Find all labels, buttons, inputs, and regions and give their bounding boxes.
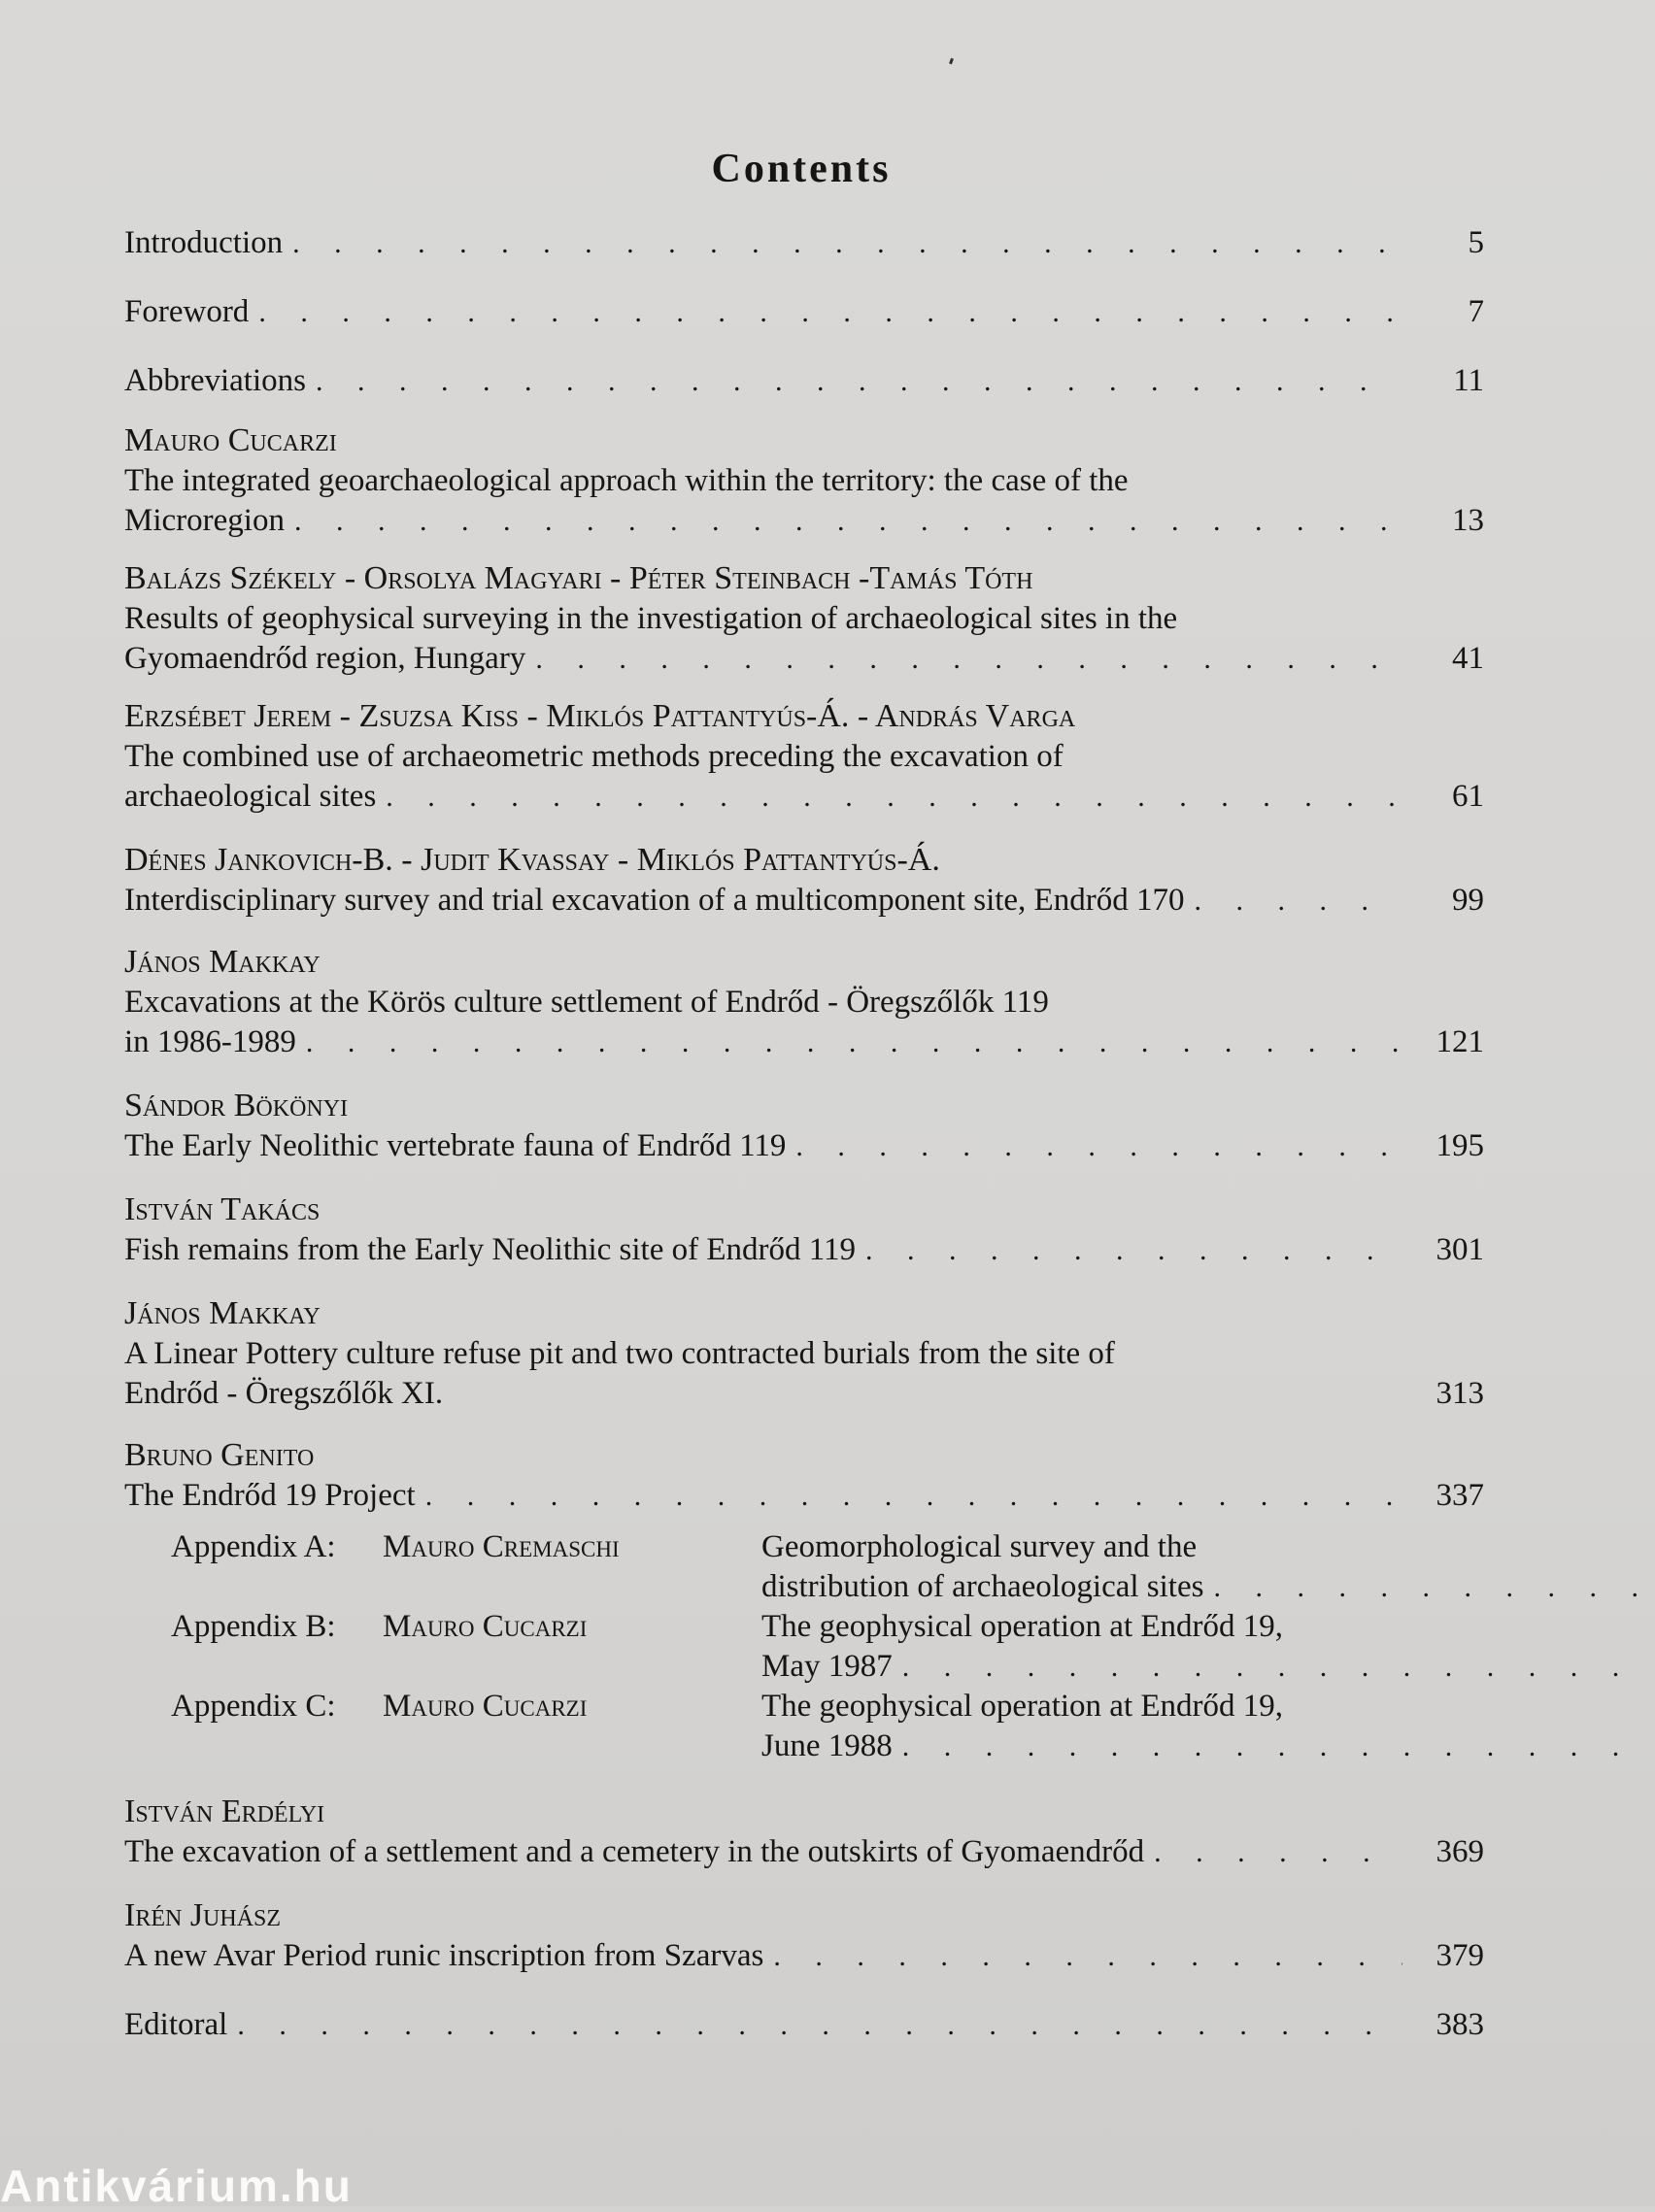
leader-dots xyxy=(425,1476,1402,1516)
leader-dots xyxy=(1213,1567,1655,1607)
leader-dots xyxy=(795,1126,1402,1166)
entry-title-line: A Linear Pottery culture refuse pit and two contracted burials from the site of xyxy=(124,1336,1115,1371)
page-number: 369 xyxy=(1435,1834,1484,1869)
leader-dots xyxy=(865,1230,1402,1270)
page-number: 7 xyxy=(1468,294,1484,329)
entry-title-line: Results of geophysical surveying in the investigation of archaeological sites in the xyxy=(124,601,1178,636)
toc-entry[interactable] xyxy=(124,942,1484,1062)
watermark: Antikvárium.hu xyxy=(0,2161,353,2211)
entry-title: in 1986-1989 xyxy=(124,1024,296,1059)
entry-title: Introduction xyxy=(124,225,284,260)
page-number: 41 xyxy=(1452,641,1484,676)
appendix-title-line: The geophysical operation at Endrőd 19, xyxy=(761,1609,1284,1644)
leader-dots xyxy=(902,1726,1655,1766)
leader-dots xyxy=(306,1022,1402,1062)
leader-dots xyxy=(773,1936,1402,1976)
leader-dots xyxy=(535,639,1402,679)
entry-title: A new Avar Period runic inscription from Szarvas xyxy=(124,1938,764,1973)
leader-dots xyxy=(294,501,1402,541)
page-number: 313 xyxy=(1435,1376,1484,1411)
leader-dots xyxy=(292,223,1402,263)
entry-author: János Makkay xyxy=(124,944,321,980)
toc-entry-editorial[interactable] xyxy=(124,2005,1484,2045)
leader-dots xyxy=(1154,1832,1402,1872)
leader-dots xyxy=(258,292,1402,332)
leader-dots xyxy=(902,1647,1655,1687)
toc-entry-abbreviations[interactable] xyxy=(124,361,1484,401)
appendix-entry[interactable] xyxy=(124,1527,1484,1607)
entry-title: Endrőd - Öregszőlők XI. xyxy=(124,1376,444,1411)
entry-title: The excavation of a settlement and a cemetery in the outskirts of Gyomaendrőd xyxy=(124,1834,1145,1869)
toc-entry[interactable] xyxy=(124,1086,1484,1166)
leader-dots xyxy=(237,2005,1402,2045)
toc-entry[interactable] xyxy=(124,558,1484,679)
page-number: 121 xyxy=(1435,1024,1484,1059)
entry-title: Fish remains from the Early Neolithic site of Endrőd 119 xyxy=(124,1232,857,1267)
toc-entry[interactable] xyxy=(124,420,1484,541)
toc-entry-foreword[interactable] xyxy=(124,292,1484,332)
entry-author: Sándor Bökönyi xyxy=(124,1088,349,1123)
page-number: 337 xyxy=(1435,1478,1484,1513)
entry-author: János Makkay xyxy=(124,1295,321,1331)
toc-entry[interactable] xyxy=(124,840,1484,921)
appendix-title-line: The geophysical operation at Endrőd 19, xyxy=(761,1689,1284,1724)
entry-title: Foreword xyxy=(124,294,250,329)
appendix-label: Appendix A: xyxy=(171,1529,336,1564)
entry-author: Balázs Székely - Orsolya Magyari - Péter Steinbach -Tamás Tóth xyxy=(124,560,1033,596)
toc-entry[interactable] xyxy=(124,696,1484,817)
toc-entry[interactable] xyxy=(124,1792,1484,1872)
page-number: 11 xyxy=(1453,363,1484,398)
appendix-author: Mauro Cucarzi xyxy=(383,1609,588,1644)
speck xyxy=(949,58,954,65)
leader-dots xyxy=(316,361,1402,401)
toc-entry-introduction[interactable] xyxy=(124,223,1484,263)
toc-entry[interactable] xyxy=(124,1293,1484,1414)
appendix-title: June 1988 xyxy=(761,1728,893,1763)
entry-title: The Early Neolithic vertebrate fauna of Endrőd 119 xyxy=(124,1128,787,1163)
appendix-title: May 1987 xyxy=(761,1649,893,1684)
entry-author: Mauro Cucarzi xyxy=(124,422,337,458)
page-number: 195 xyxy=(1435,1128,1484,1163)
page-number: 13 xyxy=(1452,503,1484,538)
entry-title: The Endrőd 19 Project xyxy=(124,1478,416,1513)
appendix-author: Mauro Cremaschi xyxy=(383,1529,620,1564)
page-number: 99 xyxy=(1452,883,1484,918)
page-number: 5 xyxy=(1468,225,1484,260)
entry-title: Editoral xyxy=(124,2007,228,2042)
entry-author: Irén Juhász xyxy=(124,1897,282,1933)
appendix-label: Appendix B: xyxy=(171,1609,336,1644)
entry-title-line: The integrated geoarchaeological approach within the territory: the case of the xyxy=(124,463,1129,498)
page-title: Contents xyxy=(711,147,892,191)
toc-entry[interactable] xyxy=(124,1190,1484,1270)
entry-title: Gyomaendrőd region, Hungary xyxy=(124,641,526,676)
appendix-entry[interactable] xyxy=(124,1687,1484,1766)
entry-author: Bruno Genito xyxy=(124,1437,315,1473)
entry-author: István Erdélyi xyxy=(124,1793,325,1829)
page-number: 383 xyxy=(1435,2007,1484,2042)
entry-author: István Takács xyxy=(124,1191,321,1227)
leader-dots xyxy=(386,777,1402,817)
page-number: 301 xyxy=(1435,1232,1484,1267)
toc-entry[interactable] xyxy=(124,1895,1484,1976)
appendix-label: Appendix C: xyxy=(171,1689,336,1724)
appendix-entry[interactable] xyxy=(124,1607,1484,1687)
entry-author: Erzsébet Jerem - Zsuzsa Kiss - Miklós Pattantyús-Á. - András Varga xyxy=(124,698,1076,734)
appendix-author: Mauro Cucarzi xyxy=(383,1689,588,1724)
appendix-title: distribution of archaeological sites xyxy=(761,1569,1204,1604)
page-number: 61 xyxy=(1452,779,1484,814)
appendix-title-line: Geomorphological survey and the xyxy=(761,1529,1198,1564)
entry-title: Interdisciplinary survey and trial excavation of a multicomponent site, Endrőd 170 xyxy=(124,883,1185,918)
entry-title: Abbreviations xyxy=(124,363,306,398)
entry-title: Microregion xyxy=(124,503,285,538)
table-of-contents xyxy=(124,223,1484,2045)
entry-title: archaeological sites xyxy=(124,779,377,814)
toc-entry[interactable] xyxy=(124,1435,1484,1516)
entry-title-line: The combined use of archaeometric methods preceding the excavation of xyxy=(124,739,1064,774)
leader-dots xyxy=(1194,881,1402,921)
page-number: 379 xyxy=(1435,1938,1484,1973)
entry-author: Dénes Jankovich-B. - Judit Kvassay - Miklós Pattantyús-Á. xyxy=(124,842,940,878)
entry-title-line: Excavations at the Körös culture settlement of Endrőd - Öregszőlők 119 xyxy=(124,985,1049,1020)
